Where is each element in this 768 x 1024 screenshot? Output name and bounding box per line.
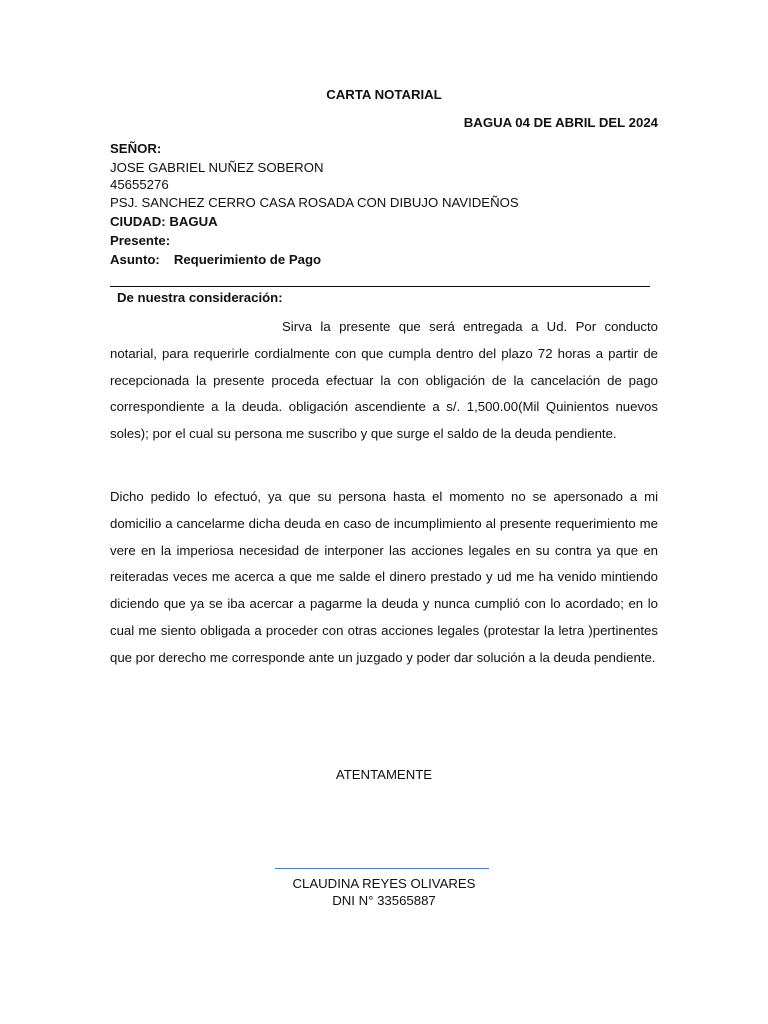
body-paragraph-2: Dicho pedido lo efectuó, ya que su persona hasta el momento no se apersonado a mi domicilio a cancelarme dicha deuda en caso de incumplimiento al presente requerimiento me vere en la imperiosa necesidad de interponer las acciones legales en su contra ya que en reiteradas veces me acerca a que me salde el dinero prestado y ud me ha venido mintiendo diciendo que ya se iba acercar a pagarme la deuda y nunca cumplió con lo acordado; en lo cual me siento obligada a proceder con otras acciones legales (protestar la letra )pertinentes que por derecho me corresponde ante un juzgado y poder dar solución a la deuda pendiente.: [110, 489, 658, 665]
separator-rule: [110, 286, 650, 287]
signatory-name: CLAUDINA REYES OLIVARES: [292, 876, 476, 891]
signatory-dni: DNI N° 33565887: [332, 893, 436, 908]
recipient-id: 45655276: [110, 177, 169, 192]
subject-label: Asunto:: [110, 252, 160, 267]
presente-label: Presente:: [110, 233, 171, 248]
body-paragraph-1: Sirva la presente que será entregada a Ud. Por conducto notarial, para requerirle cordialmente con que cumpla dentro del plazo 72 horas a partir de recepcionada la presente proceda efectuar la con obligación de la cancelación de pago correspondiente a la deuda. obligación ascendiente a s/. 1,500.00(Mil Quinientos nuevos soles); por el cual su persona me suscribo y que surge el saldo de la deuda pendiente.: [110, 319, 658, 442]
recipient-address: PSJ. SANCHEZ CERRO CASA ROSADA CON DIBUJO NAVIDEÑOS: [110, 195, 519, 210]
recipient-name: JOSE GABRIEL NUÑEZ SOBERON: [110, 160, 324, 175]
recipient-city: CIUDAD: BAGUA: [110, 214, 218, 229]
closing: ATENTAMENTE: [335, 767, 433, 782]
signature-line: [275, 868, 489, 869]
salutation-label: SEÑOR:: [110, 141, 162, 156]
letter-title: CARTA NOTARIAL: [326, 87, 442, 102]
letter-date: BAGUA 04 DE ABRIL DEL 2024: [463, 115, 658, 130]
subject-text: Requerimiento de Pago: [173, 252, 322, 267]
subject-line: [110, 252, 670, 267]
greeting: De nuestra consideración:: [117, 290, 283, 305]
